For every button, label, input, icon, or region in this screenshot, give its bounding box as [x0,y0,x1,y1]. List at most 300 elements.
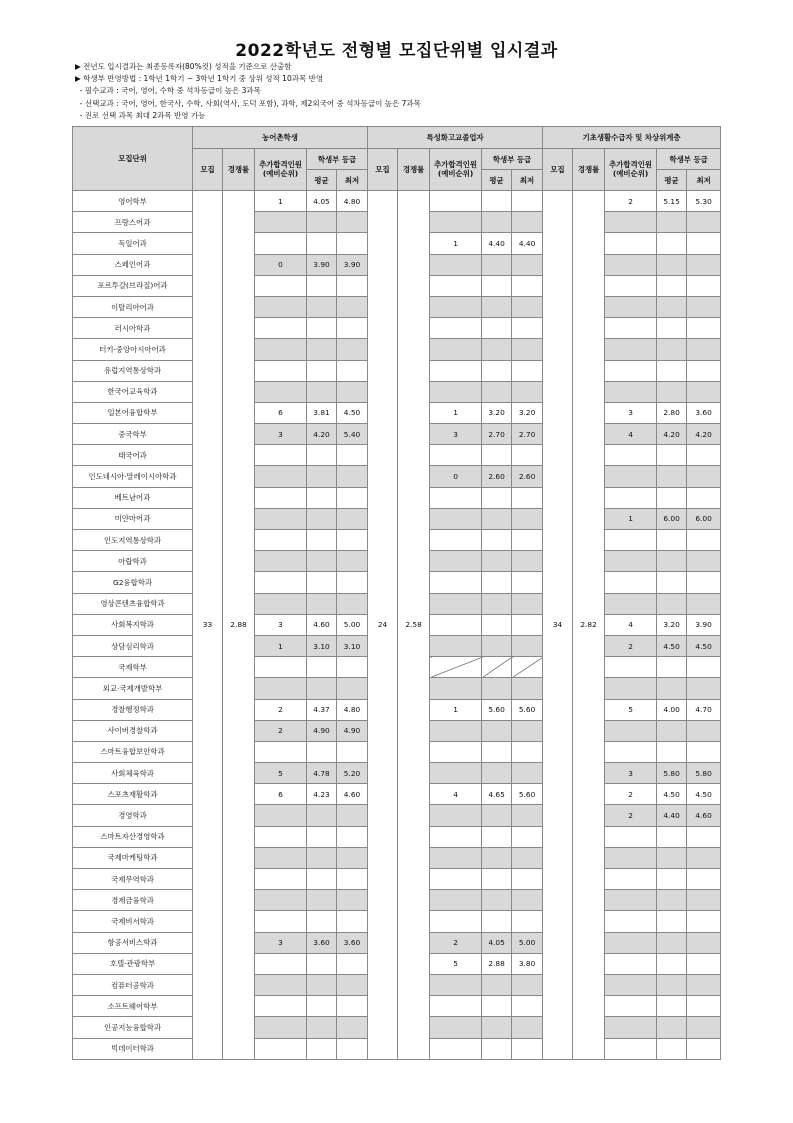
min-cell [687,847,721,868]
avg-cell [657,741,687,762]
additional-cell: 3 [605,763,657,784]
additional-cell [430,847,482,868]
avg-cell: 3.90 [307,254,337,275]
min-cell [687,445,721,466]
unit-name: 독일어과 [73,233,193,254]
avg-cell: 4.37 [307,699,337,720]
avg-cell: 3.81 [307,402,337,423]
recruit-count: 24 [368,191,398,1060]
unit-name: 러시아학과 [73,318,193,339]
min-cell [337,869,368,890]
avg-cell [657,572,687,593]
additional-cell [605,996,657,1017]
avg-cell [307,678,337,699]
additional-header [605,149,657,191]
unit-name: 인도네시아·말레이시아학과 [73,466,193,487]
additional-cell [255,657,307,678]
min-cell [687,890,721,911]
min-cell [512,635,543,656]
unit-name: 경제금융학과 [73,890,193,911]
avg-cell: 4.60 [307,614,337,635]
avg-cell: 4.00 [657,699,687,720]
min-cell: 2.60 [512,466,543,487]
additional-cell [430,911,482,932]
avg-cell [307,530,337,551]
avg-cell [482,614,512,635]
avg-cell [482,996,512,1017]
min-cell: 5.00 [337,614,368,635]
min-cell [687,593,721,614]
additional-cell [430,678,482,699]
additional-cell [255,1038,307,1059]
min-cell [512,254,543,275]
additional-cell [430,1038,482,1059]
additional-cell [430,551,482,572]
avg-cell [482,657,512,678]
additional-cell [255,551,307,572]
avg-cell [307,657,337,678]
additional-cell [255,233,307,254]
min-cell [337,551,368,572]
min-cell [512,720,543,741]
additional-cell: 2 [430,932,482,953]
unit-name: 아랍학과 [73,551,193,572]
min-cell [512,487,543,508]
min-cell [687,466,721,487]
avg-cell [482,593,512,614]
avg-cell [482,847,512,868]
min-cell: 5.30 [687,191,721,212]
min-cell [337,233,368,254]
avg-header: 평균 [307,170,337,191]
avg-cell [657,381,687,402]
min-cell: 4.90 [337,720,368,741]
unit-name: 유럽지역통상학과 [73,360,193,381]
avg-cell [307,741,337,762]
min-cell [512,508,543,529]
min-cell [337,593,368,614]
min-cell [512,381,543,402]
avg-cell: 4.05 [307,191,337,212]
min-cell [687,233,721,254]
additional-cell [430,508,482,529]
min-cell [687,551,721,572]
min-cell [512,826,543,847]
additional-cell [255,381,307,402]
min-cell [687,1038,721,1059]
min-cell: 6.00 [687,508,721,529]
min-cell [687,911,721,932]
additional-cell: 2 [605,784,657,805]
grade-header: 학생부 등급 [307,149,368,170]
avg-cell: 4.40 [657,805,687,826]
min-cell [687,487,721,508]
unit-name: 국제마케팅학과 [73,847,193,868]
avg-cell [657,530,687,551]
additional-cell [605,296,657,317]
avg-cell [482,763,512,784]
additional-cell [605,657,657,678]
additional-cell [255,572,307,593]
min-cell [337,1017,368,1038]
additional-cell: 5 [255,763,307,784]
avg-cell [307,805,337,826]
min-cell [512,360,543,381]
recruit-count: 34 [543,191,573,1060]
avg-cell: 4.50 [657,635,687,656]
competition-header: 경쟁률 [398,149,430,191]
avg-cell [482,869,512,890]
min-cell [687,678,721,699]
additional-cell: 4 [430,784,482,805]
unit-name: 스포츠재활학과 [73,784,193,805]
additional-cell: 5 [605,699,657,720]
additional-cell [605,360,657,381]
additional-header-line: (예비순위) [437,168,474,178]
min-cell [512,911,543,932]
additional-cell [430,572,482,593]
additional-cell: 3 [255,614,307,635]
additional-cell [255,487,307,508]
avg-cell [657,339,687,360]
avg-cell: 3.20 [657,614,687,635]
unit-name: 한국어교육학과 [73,381,193,402]
avg-cell [657,657,687,678]
additional-cell [255,296,307,317]
additional-cell [430,275,482,296]
avg-cell: 4.50 [657,784,687,805]
min-cell [512,296,543,317]
additional-cell [605,530,657,551]
min-cell [512,318,543,339]
min-cell: 5.20 [337,763,368,784]
avg-cell: 5.80 [657,763,687,784]
avg-cell [307,1017,337,1038]
additional-cell [430,890,482,911]
additional-cell [605,551,657,572]
additional-cell [255,741,307,762]
avg-cell [482,381,512,402]
avg-cell [482,805,512,826]
additional-cell: 4 [605,614,657,635]
min-cell: 4.50 [687,784,721,805]
min-cell: 3.20 [512,402,543,423]
note-line: - 선택교과 : 국어, 영어, 한국사, 수학, 사회(역사, 도덕 포함), 과학, 제2외국어 중 석차등급이 높은 7과목 [75,98,421,108]
recruit-header: 모집 [368,149,398,191]
min-cell [687,741,721,762]
additional-cell [430,763,482,784]
unit-name: 스페인어과 [73,254,193,275]
note-line: ▶ 전년도 입시결과는 최종등록자(80%컷) 성적을 기준으로 산출함 [75,62,292,71]
min-cell [337,339,368,360]
min-cell [687,339,721,360]
note-line: ▶ 학생부 반영방법 : 1학년 1학기 ~ 3학년 1학기 중 상위 성적 10과목 반영 [75,74,324,84]
grade-header: 학생부 등급 [482,149,543,170]
avg-cell: 4.90 [307,720,337,741]
additional-cell [430,869,482,890]
avg-cell: 2.70 [482,424,512,445]
min-cell [687,296,721,317]
min-cell [512,996,543,1017]
avg-cell [657,932,687,953]
additional-cell [605,572,657,593]
additional-cell [255,911,307,932]
min-cell [512,551,543,572]
additional-cell [430,1017,482,1038]
additional-cell [255,805,307,826]
additional-cell [255,339,307,360]
avg-cell [482,720,512,741]
avg-cell: 2.60 [482,466,512,487]
unit-name: 인공지능융합학과 [73,1017,193,1038]
additional-cell: 1 [430,402,482,423]
avg-cell [307,551,337,572]
min-cell: 3.60 [337,932,368,953]
additional-cell [605,593,657,614]
avg-cell [482,487,512,508]
min-cell [512,847,543,868]
additional-cell [255,508,307,529]
unit-name: 외교·국제개발학부 [73,678,193,699]
avg-cell [657,974,687,995]
additional-header [255,149,307,191]
avg-cell: 4.40 [482,233,512,254]
additional-cell: 1 [605,508,657,529]
avg-cell [482,826,512,847]
min-cell [687,720,721,741]
additional-cell: 2 [255,720,307,741]
avg-cell [482,191,512,212]
unit-name: 미얀마어과 [73,508,193,529]
additional-cell [255,869,307,890]
min-cell [512,974,543,995]
unit-name: 일본어융합학부 [73,402,193,423]
avg-cell [482,530,512,551]
additional-cell: 1 [430,233,482,254]
avg-cell [307,974,337,995]
avg-cell [657,847,687,868]
avg-cell [482,339,512,360]
min-cell [337,974,368,995]
min-cell [337,572,368,593]
additional-cell [430,339,482,360]
additional-header-line: (예비순위) [612,168,649,178]
min-cell [337,847,368,868]
min-cell [337,678,368,699]
additional-cell [430,445,482,466]
min-cell [337,741,368,762]
min-cell [337,508,368,529]
avg-cell: 4.65 [482,784,512,805]
avg-cell [657,296,687,317]
additional-cell [430,720,482,741]
additional-cell: 2 [255,699,307,720]
avg-cell [482,1038,512,1059]
min-cell [337,445,368,466]
additional-cell [605,953,657,974]
min-cell: 5.00 [512,932,543,953]
additional-cell [255,678,307,699]
additional-cell [605,974,657,995]
additional-cell [430,296,482,317]
unit-name: 상담심리학과 [73,635,193,656]
avg-cell [307,890,337,911]
avg-cell [482,741,512,762]
additional-cell [430,741,482,762]
min-header: 최저 [337,170,368,191]
additional-cell [255,593,307,614]
additional-cell [255,1017,307,1038]
min-cell [687,826,721,847]
avg-cell: 4.05 [482,932,512,953]
competition-rate: 2.82 [573,191,605,1060]
avg-cell [657,466,687,487]
unit-name: 국제학부 [73,657,193,678]
min-cell [337,530,368,551]
group-header: 특성화고교졸업자 [368,127,543,149]
unit-name: G2융합학과 [73,572,193,593]
additional-cell [430,212,482,233]
avg-cell: 5.60 [482,699,512,720]
avg-cell [307,593,337,614]
min-cell [512,614,543,635]
additional-header-line: 추가합격인원 [609,160,652,169]
additional-cell [605,445,657,466]
additional-header-line: 추가합격인원 [259,160,302,169]
avg-cell [657,911,687,932]
competition-rate: 2.88 [223,191,255,1060]
additional-cell [430,805,482,826]
avg-cell [482,445,512,466]
unit-name: 영상콘텐츠융합학과 [73,593,193,614]
additional-cell: 1 [255,635,307,656]
avg-cell [657,996,687,1017]
avg-cell [307,572,337,593]
additional-cell [605,466,657,487]
avg-cell [307,339,337,360]
additional-cell: 0 [430,466,482,487]
additional-cell [605,254,657,275]
avg-cell [657,1017,687,1038]
min-cell: 4.20 [687,424,721,445]
unit-name: 사이버경찰학과 [73,720,193,741]
min-cell [687,869,721,890]
avg-cell [482,572,512,593]
unit-name: 국제무역학과 [73,869,193,890]
avg-cell [307,381,337,402]
unit-name: 스마트융합보안학과 [73,741,193,762]
additional-cell [430,318,482,339]
min-cell [687,657,721,678]
avg-cell [482,911,512,932]
avg-cell [657,551,687,572]
min-cell [687,953,721,974]
min-header: 최저 [687,170,721,191]
competition-header: 경쟁률 [223,149,255,191]
additional-cell [430,614,482,635]
additional-cell [430,360,482,381]
additional-cell [605,720,657,741]
avg-cell: 5.15 [657,191,687,212]
min-cell [337,360,368,381]
min-cell [337,466,368,487]
additional-cell [605,1038,657,1059]
additional-cell [430,487,482,508]
group-header: 농어촌학생 [193,127,368,149]
avg-cell: 4.23 [307,784,337,805]
unit-name: 영어학부 [73,191,193,212]
min-cell [512,572,543,593]
additional-cell: 2 [605,191,657,212]
avg-cell [307,296,337,317]
additional-cell: 5 [430,953,482,974]
avg-cell: 3.10 [307,635,337,656]
avg-cell [482,635,512,656]
additional-cell [255,318,307,339]
additional-cell [255,974,307,995]
additional-cell [430,826,482,847]
note-line: - 필수교과 : 국어, 영어, 수학 중 석차등급이 높은 3과목 [75,86,261,96]
additional-cell: 1 [255,191,307,212]
additional-cell [430,593,482,614]
min-cell [687,381,721,402]
additional-cell [430,635,482,656]
min-cell: 3.60 [687,402,721,423]
avg-cell: 2.80 [657,402,687,423]
min-cell: 2.70 [512,424,543,445]
avg-cell [482,360,512,381]
min-cell [337,296,368,317]
min-cell [512,805,543,826]
unit-name: 사회복지학과 [73,614,193,635]
min-cell [687,318,721,339]
min-cell [687,275,721,296]
additional-cell: 0 [255,254,307,275]
additional-cell [430,657,482,678]
min-cell [512,593,543,614]
additional-cell [605,932,657,953]
min-cell [512,339,543,360]
additional-cell: 2 [605,805,657,826]
min-cell: 3.80 [512,953,543,974]
unit-name: 이탈리아어과 [73,296,193,317]
unit-name: 경찰행정학과 [73,699,193,720]
additional-cell [605,847,657,868]
additional-cell: 2 [605,635,657,656]
avg-cell [482,296,512,317]
additional-cell: 3 [255,932,307,953]
avg-cell: 3.20 [482,402,512,423]
min-cell [687,530,721,551]
min-cell: 3.10 [337,635,368,656]
min-cell [687,1017,721,1038]
unit-name: 포르투갈(브라질)어과 [73,275,193,296]
min-cell: 4.80 [337,699,368,720]
min-cell: 4.50 [687,635,721,656]
unit-name: 베트남어과 [73,487,193,508]
min-cell [337,826,368,847]
unit-name: 터키·중앙아시아어과 [73,339,193,360]
avg-cell [657,275,687,296]
avg-cell [307,847,337,868]
min-header: 최저 [512,170,543,191]
avg-cell [307,318,337,339]
min-cell: 5.60 [512,699,543,720]
additional-cell [605,911,657,932]
avg-cell: 6.00 [657,508,687,529]
additional-cell [605,869,657,890]
min-cell [687,932,721,953]
